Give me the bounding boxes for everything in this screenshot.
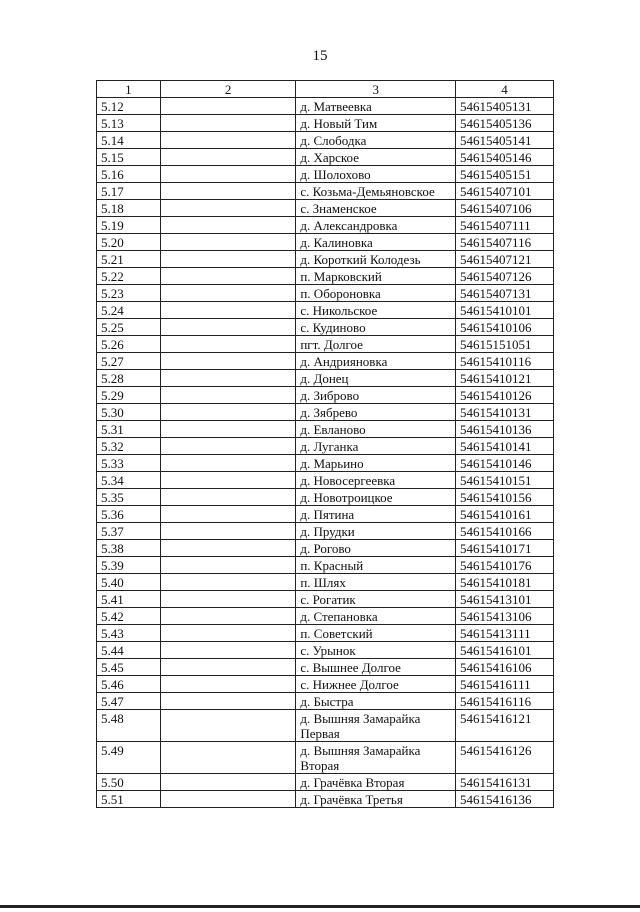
- table-row: [97, 774, 554, 791]
- empty-cell: [160, 523, 295, 540]
- empty-cell: [160, 574, 295, 591]
- row-number-cell: 5.12: [97, 98, 161, 115]
- column-header-4: 4: [456, 81, 554, 98]
- oktmo-code-cell: 54615410176: [456, 557, 554, 574]
- oktmo-code-cell: 54615405151: [456, 166, 554, 183]
- empty-cell: [160, 472, 295, 489]
- row-number-cell: 5.13: [97, 115, 161, 132]
- row-number-cell: 5.48: [97, 710, 161, 742]
- table-header-row: [97, 81, 554, 98]
- row-number-cell: 5.42: [97, 608, 161, 625]
- row-number-cell: 5.15: [97, 149, 161, 166]
- settlement-name-cell: д. Грачёвка Вторая: [296, 774, 456, 791]
- oktmo-code-cell: 54615410141: [456, 438, 554, 455]
- settlement-name-cell: д. Новосергеевка: [296, 472, 456, 489]
- oktmo-code-cell: 54615416101: [456, 642, 554, 659]
- row-number-cell: 5.22: [97, 268, 161, 285]
- oktmo-code-cell: 54615416116: [456, 693, 554, 710]
- oktmo-code-cell: 54615416106: [456, 659, 554, 676]
- row-number-cell: 5.40: [97, 574, 161, 591]
- oktmo-code-cell: 54615407101: [456, 183, 554, 200]
- oktmo-code-cell: 54615405146: [456, 149, 554, 166]
- settlement-name-cell: д. Шолохово: [296, 166, 456, 183]
- row-number-cell: 5.45: [97, 659, 161, 676]
- settlement-name-cell: д. Зябрево: [296, 404, 456, 421]
- settlement-name-cell: д. Рогово: [296, 540, 456, 557]
- table-row: [97, 472, 554, 489]
- empty-cell: [160, 302, 295, 319]
- settlement-name-cell: д. Пятина: [296, 506, 456, 523]
- bottom-scan-edge: [0, 905, 640, 908]
- row-number-cell: 5.41: [97, 591, 161, 608]
- table-body: [97, 98, 554, 808]
- oktmo-code-cell: 54615410161: [456, 506, 554, 523]
- table-row: [97, 404, 554, 421]
- empty-cell: [160, 353, 295, 370]
- oktmo-code-cell: 54615413101: [456, 591, 554, 608]
- oktmo-code-cell: 54615410101: [456, 302, 554, 319]
- table-row: [97, 217, 554, 234]
- settlement-name-cell: п. Советский: [296, 625, 456, 642]
- oktmo-code-cell: 54615416111: [456, 676, 554, 693]
- settlement-name-cell: с. Урынок: [296, 642, 456, 659]
- settlement-name-cell: д. Андрияновка: [296, 353, 456, 370]
- empty-cell: [160, 540, 295, 557]
- row-number-cell: 5.20: [97, 234, 161, 251]
- table-row: [97, 268, 554, 285]
- empty-cell: [160, 676, 295, 693]
- settlement-name-cell: с. Знаменское: [296, 200, 456, 217]
- row-number-cell: 5.29: [97, 387, 161, 404]
- empty-cell: [160, 557, 295, 574]
- settlements-table: [96, 80, 554, 808]
- table-row: [97, 608, 554, 625]
- row-number-cell: 5.18: [97, 200, 161, 217]
- table-row: [97, 200, 554, 217]
- settlement-name-cell: д. Новотроицкое: [296, 489, 456, 506]
- row-number-cell: 5.24: [97, 302, 161, 319]
- empty-cell: [160, 625, 295, 642]
- empty-cell: [160, 319, 295, 336]
- table-row: [97, 791, 554, 808]
- empty-cell: [160, 336, 295, 353]
- row-number-cell: 5.16: [97, 166, 161, 183]
- table-row: [97, 166, 554, 183]
- empty-cell: [160, 217, 295, 234]
- table-row: [97, 523, 554, 540]
- empty-cell: [160, 285, 295, 302]
- table-row: [97, 132, 554, 149]
- row-number-cell: 5.51: [97, 791, 161, 808]
- empty-cell: [160, 438, 295, 455]
- settlement-name-cell: д. Калиновка: [296, 234, 456, 251]
- row-number-cell: 5.46: [97, 676, 161, 693]
- settlement-name-cell: д. Новый Тим: [296, 115, 456, 132]
- oktmo-code-cell: 54615407126: [456, 268, 554, 285]
- empty-cell: [160, 455, 295, 472]
- empty-cell: [160, 791, 295, 808]
- empty-cell: [160, 166, 295, 183]
- table-row: [97, 642, 554, 659]
- oktmo-code-cell: 54615407131: [456, 285, 554, 302]
- settlement-name-cell: д. Харское: [296, 149, 456, 166]
- table-row: [97, 438, 554, 455]
- row-number-cell: 5.27: [97, 353, 161, 370]
- settlement-name-cell: д. Короткий Колодезь: [296, 251, 456, 268]
- table-row: [97, 234, 554, 251]
- empty-cell: [160, 404, 295, 421]
- row-number-cell: 5.36: [97, 506, 161, 523]
- settlement-name-cell: с. Вышнее Долгое: [296, 659, 456, 676]
- empty-cell: [160, 268, 295, 285]
- settlement-name-cell: пгт. Долгое: [296, 336, 456, 353]
- settlement-name-cell: д. Вышняя Замарайка Вторая: [296, 742, 456, 774]
- empty-cell: [160, 693, 295, 710]
- oktmo-code-cell: 54615407121: [456, 251, 554, 268]
- empty-cell: [160, 370, 295, 387]
- settlement-name-cell: д. Грачёвка Третья: [296, 791, 456, 808]
- table-row: [97, 115, 554, 132]
- empty-cell: [160, 251, 295, 268]
- table-row: [97, 659, 554, 676]
- oktmo-code-cell: 54615410126: [456, 387, 554, 404]
- table-row: [97, 455, 554, 472]
- row-number-cell: 5.34: [97, 472, 161, 489]
- table-row: [97, 574, 554, 591]
- row-number-cell: 5.38: [97, 540, 161, 557]
- settlement-name-cell: д. Зиброво: [296, 387, 456, 404]
- table-row: [97, 540, 554, 557]
- oktmo-code-cell: 54615410156: [456, 489, 554, 506]
- settlement-name-cell: д. Матвеевка: [296, 98, 456, 115]
- row-number-cell: 5.31: [97, 421, 161, 438]
- empty-cell: [160, 183, 295, 200]
- row-number-cell: 5.44: [97, 642, 161, 659]
- row-number-cell: 5.19: [97, 217, 161, 234]
- oktmo-code-cell: 54615151051: [456, 336, 554, 353]
- table-row: [97, 591, 554, 608]
- row-number-cell: 5.32: [97, 438, 161, 455]
- row-number-cell: 5.35: [97, 489, 161, 506]
- row-number-cell: 5.21: [97, 251, 161, 268]
- table-row: [97, 742, 554, 774]
- oktmo-code-cell: 54615407116: [456, 234, 554, 251]
- row-number-cell: 5.14: [97, 132, 161, 149]
- empty-cell: [160, 115, 295, 132]
- table-row: [97, 387, 554, 404]
- settlement-name-cell: с. Нижнее Долгое: [296, 676, 456, 693]
- row-number-cell: 5.43: [97, 625, 161, 642]
- oktmo-code-cell: 54615413106: [456, 608, 554, 625]
- table-row: [97, 353, 554, 370]
- row-number-cell: 5.49: [97, 742, 161, 774]
- settlement-name-cell: д. Луганка: [296, 438, 456, 455]
- empty-cell: [160, 710, 295, 742]
- settlement-name-cell: д. Вышняя Замарайка Первая: [296, 710, 456, 742]
- table-row: [97, 557, 554, 574]
- oktmo-code-cell: 54615405141: [456, 132, 554, 149]
- row-number-cell: 5.25: [97, 319, 161, 336]
- table-row: [97, 319, 554, 336]
- settlement-name-cell: д. Быстра: [296, 693, 456, 710]
- table-row: [97, 676, 554, 693]
- empty-cell: [160, 489, 295, 506]
- oktmo-code-cell: 54615410171: [456, 540, 554, 557]
- empty-cell: [160, 774, 295, 791]
- settlement-name-cell: с. Кудиново: [296, 319, 456, 336]
- oktmo-code-cell: 54615405136: [456, 115, 554, 132]
- oktmo-code-cell: 54615413111: [456, 625, 554, 642]
- oktmo-code-cell: 54615407106: [456, 200, 554, 217]
- empty-cell: [160, 387, 295, 404]
- row-number-cell: 5.50: [97, 774, 161, 791]
- row-number-cell: 5.28: [97, 370, 161, 387]
- table-row: [97, 149, 554, 166]
- oktmo-code-cell: 54615410181: [456, 574, 554, 591]
- empty-cell: [160, 659, 295, 676]
- settlement-name-cell: д. Слободка: [296, 132, 456, 149]
- table-row: [97, 302, 554, 319]
- row-number-cell: 5.17: [97, 183, 161, 200]
- settlement-name-cell: д. Прудки: [296, 523, 456, 540]
- oktmo-code-cell: 54615407111: [456, 217, 554, 234]
- settlement-name-cell: с. Рогатик: [296, 591, 456, 608]
- empty-cell: [160, 742, 295, 774]
- table-row: [97, 489, 554, 506]
- oktmo-code-cell: 54615410136: [456, 421, 554, 438]
- settlement-name-cell: с. Никольское: [296, 302, 456, 319]
- oktmo-code-cell: 54615416126: [456, 742, 554, 774]
- column-header-2: 2: [160, 81, 295, 98]
- oktmo-code-cell: 54615416131: [456, 774, 554, 791]
- page-number: 15: [312, 48, 328, 64]
- settlement-name-cell: д. Марьино: [296, 455, 456, 472]
- oktmo-code-cell: 54615405131: [456, 98, 554, 115]
- oktmo-code-cell: 54615410131: [456, 404, 554, 421]
- oktmo-code-cell: 54615410121: [456, 370, 554, 387]
- row-number-cell: 5.39: [97, 557, 161, 574]
- oktmo-code-cell: 54615410116: [456, 353, 554, 370]
- table-row: [97, 370, 554, 387]
- oktmo-code-cell: 54615410106: [456, 319, 554, 336]
- oktmo-code-cell: 54615410166: [456, 523, 554, 540]
- column-header-3: 3: [296, 81, 456, 98]
- settlement-name-cell: д. Донец: [296, 370, 456, 387]
- settlement-name-cell: д. Евланово: [296, 421, 456, 438]
- table-row: [97, 710, 554, 742]
- row-number-cell: 5.37: [97, 523, 161, 540]
- oktmo-code-cell: 54615410146: [456, 455, 554, 472]
- column-header-1: 1: [97, 81, 161, 98]
- table-row: [97, 285, 554, 302]
- row-number-cell: 5.23: [97, 285, 161, 302]
- settlement-name-cell: п. Марковский: [296, 268, 456, 285]
- table-row: [97, 625, 554, 642]
- row-number-cell: 5.47: [97, 693, 161, 710]
- table-row: [97, 421, 554, 438]
- oktmo-code-cell: 54615410151: [456, 472, 554, 489]
- table-row: [97, 251, 554, 268]
- empty-cell: [160, 234, 295, 251]
- empty-cell: [160, 421, 295, 438]
- table-row: [97, 693, 554, 710]
- settlement-name-cell: п. Обороновка: [296, 285, 456, 302]
- oktmo-code-cell: 54615416121: [456, 710, 554, 742]
- oktmo-code-cell: 54615416136: [456, 791, 554, 808]
- settlement-name-cell: п. Красный: [296, 557, 456, 574]
- row-number-cell: 5.30: [97, 404, 161, 421]
- empty-cell: [160, 608, 295, 625]
- settlement-name-cell: д. Александровка: [296, 217, 456, 234]
- empty-cell: [160, 200, 295, 217]
- table-row: [97, 506, 554, 523]
- empty-cell: [160, 642, 295, 659]
- table-row: [97, 183, 554, 200]
- empty-cell: [160, 132, 295, 149]
- settlement-name-cell: д. Степановка: [296, 608, 456, 625]
- settlement-name-cell: с. Козьма-Демьяновское: [296, 183, 456, 200]
- empty-cell: [160, 98, 295, 115]
- table-row: [97, 336, 554, 353]
- settlement-name-cell: п. Шлях: [296, 574, 456, 591]
- empty-cell: [160, 506, 295, 523]
- empty-cell: [160, 591, 295, 608]
- row-number-cell: 5.33: [97, 455, 161, 472]
- table-row: [97, 98, 554, 115]
- row-number-cell: 5.26: [97, 336, 161, 353]
- empty-cell: [160, 149, 295, 166]
